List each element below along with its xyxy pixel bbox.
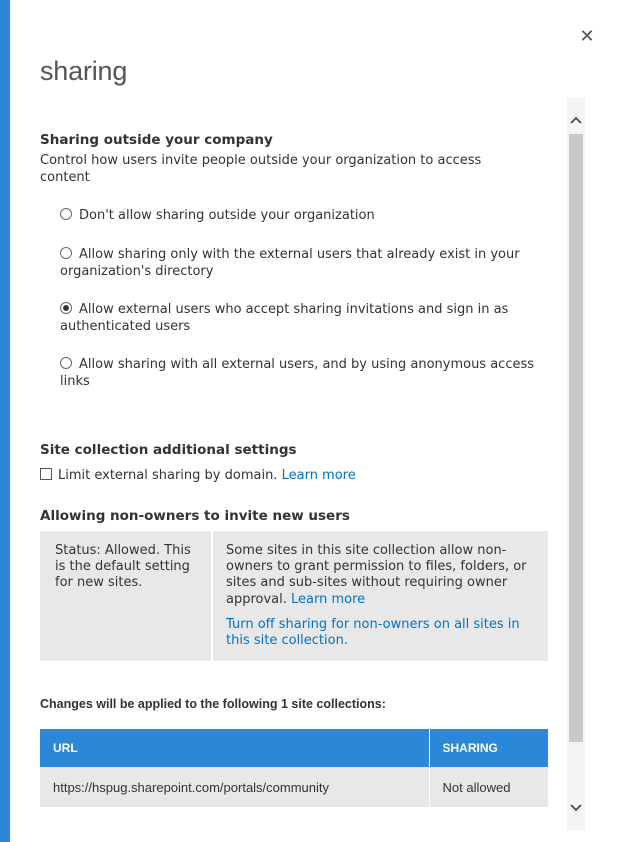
scroll-down-button[interactable] xyxy=(567,798,585,818)
column-header-sharing: SHARING xyxy=(429,729,548,767)
close-icon: ✕ xyxy=(579,26,595,47)
limit-domain-label: Limit external sharing by domain. xyxy=(58,468,278,483)
non-owners-status: Status: Allowed. This is the default setting for new sites. xyxy=(55,543,191,591)
site-collections-table xyxy=(40,729,548,807)
radio-option-authenticated-users[interactable] xyxy=(60,302,540,335)
radio-button[interactable] xyxy=(60,357,72,369)
limit-domain-row xyxy=(40,468,356,484)
radio-label: Allow sharing with all external users, and by using anonymous access links xyxy=(60,357,535,389)
section-heading-sharing-outside: Sharing outside your company xyxy=(40,132,273,148)
turn-off-sharing-link[interactable]: Turn off sharing for non-owners on all sites in this site collection. xyxy=(226,616,520,649)
table-row xyxy=(40,767,548,807)
radio-option-anonymous-links[interactable] xyxy=(60,357,540,390)
scroll-up-button[interactable] xyxy=(567,110,585,130)
section-heading-additional-settings: Site collection additional settings xyxy=(40,442,297,458)
non-owners-info-box xyxy=(40,531,548,661)
radio-label: Allow sharing only with the external users that already exist in your organization's directory xyxy=(60,247,520,279)
radio-label: Don't allow sharing outside your organization xyxy=(79,208,375,223)
panel-title: sharing xyxy=(40,56,128,86)
non-owners-info-text: Some sites in this site collection allow non-owners to grant permission to files, folders, or sites and sub-sites without requiring owner approval. xyxy=(226,543,527,607)
chevron-down-icon xyxy=(570,804,582,812)
radio-option-no-sharing[interactable] xyxy=(60,208,540,225)
non-owners-details xyxy=(213,531,548,658)
changes-heading: Changes will be applied to the following 1 site collections: xyxy=(40,697,386,711)
learn-more-link[interactable]: Learn more xyxy=(291,591,366,607)
radio-option-existing-users[interactable] xyxy=(60,247,540,280)
radio-button-selected[interactable] xyxy=(60,302,72,314)
sharing-outside-description: Control how users invite people outside your organization to access content xyxy=(40,153,482,185)
chevron-up-icon xyxy=(570,116,582,124)
learn-more-link[interactable]: Learn more xyxy=(281,468,356,483)
section-heading-non-owners: Allowing non-owners to invite new users xyxy=(40,508,350,524)
close-button[interactable] xyxy=(577,27,597,47)
limit-domain-checkbox[interactable] xyxy=(40,468,52,480)
accent-bar xyxy=(0,0,10,842)
radio-button[interactable] xyxy=(60,247,72,259)
sharing-status-cell: Not allowed xyxy=(429,767,548,807)
radio-label: Allow external users who accept sharing invitations and sign in as authenticated users xyxy=(60,302,509,334)
radio-button[interactable] xyxy=(60,208,72,220)
site-url-cell: https://hspug.sharepoint.com/portals/community xyxy=(40,767,429,807)
column-header-url: URL xyxy=(40,729,429,767)
scrollbar-thumb[interactable] xyxy=(569,134,583,742)
